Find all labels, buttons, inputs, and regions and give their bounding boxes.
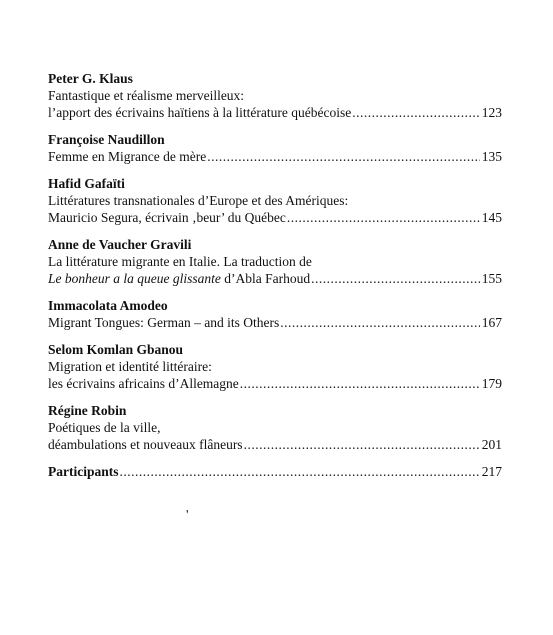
entry-author: Françoise Naudillon	[48, 132, 165, 147]
entry-title-last-line	[48, 375, 502, 392]
entry-author: Selom Komlan Gbanou	[48, 342, 184, 357]
toc-entry	[48, 131, 502, 165]
entry-title-text: l’apport des écrivains haïtiens à la littérature québécoise	[48, 105, 352, 120]
entry-title-line: Littératures transnationales d’Europe et des Amériques:	[48, 193, 349, 208]
entry-author: Hafid Gafaïti	[48, 176, 125, 191]
dot-leader	[311, 270, 480, 287]
page-number[interactable]: 217	[481, 464, 502, 479]
toc-entry	[48, 236, 502, 287]
page-number[interactable]: 179	[481, 376, 502, 391]
table-of-contents	[48, 70, 502, 490]
dot-leader	[240, 375, 480, 392]
toc-entry	[48, 402, 502, 453]
entry-title-text: Femme en Migrance de mère	[48, 149, 207, 164]
entry-title-rest: d’Abla Farhoud	[220, 271, 311, 286]
entry-author: Peter G. Klaus	[48, 71, 133, 86]
toc-entry	[48, 70, 502, 121]
entry-title-line: La littérature migrante en Italie. La traduction de	[48, 254, 312, 269]
page-number[interactable]: 201	[481, 437, 502, 452]
entry-author: Régine Robin	[48, 403, 127, 418]
entry-title-line: Migration et identité littéraire:	[48, 359, 212, 374]
dot-leader	[287, 209, 480, 226]
entry-title-line: Poétiques de la ville,	[48, 420, 161, 435]
entry-title-text	[48, 270, 310, 287]
entry-title-last-line	[48, 148, 502, 165]
entry-title-line: Fantastique et réalisme merveilleux:	[48, 88, 245, 103]
dot-leader	[120, 463, 480, 480]
toc-entry-participants	[48, 463, 502, 480]
page-number[interactable]: 167	[481, 315, 502, 330]
page-number[interactable]: 135	[481, 149, 502, 164]
page-number[interactable]: 145	[481, 210, 502, 225]
entry-author: Anne de Vaucher Gravili	[48, 237, 192, 252]
page-number[interactable]: 155	[481, 271, 502, 286]
dot-leader	[280, 314, 479, 331]
toc-entry	[48, 297, 502, 331]
book-title-italic: Le bonheur a la queue glissante	[48, 271, 221, 286]
dot-leader	[244, 436, 480, 453]
toc-entry	[48, 175, 502, 226]
page-number[interactable]: 123	[481, 105, 502, 120]
toc-entry	[48, 341, 502, 392]
entry-title-text: Migrant Tongues: German – and its Others	[48, 315, 280, 330]
entry-title-text: déambulations et nouveaux flâneurs	[48, 437, 243, 452]
dot-leader	[207, 148, 480, 165]
entry-author: Immacolata Amodeo	[48, 298, 168, 313]
dot-leader	[352, 104, 480, 121]
entry-title-last-line	[48, 436, 502, 453]
entry-title-text: les écrivains africains d’Allemagne	[48, 376, 239, 391]
entry-title-last-line	[48, 270, 502, 287]
participants-line	[48, 463, 502, 480]
entry-title-text: Mauricio Segura, écrivain ‚beur’ du Québec	[48, 210, 286, 225]
entry-title-last-line	[48, 104, 502, 121]
participants-label: Participants	[48, 464, 119, 479]
stray-ink-mark: '	[186, 508, 189, 523]
entry-title-last-line	[48, 314, 502, 331]
entry-title-last-line	[48, 209, 502, 226]
